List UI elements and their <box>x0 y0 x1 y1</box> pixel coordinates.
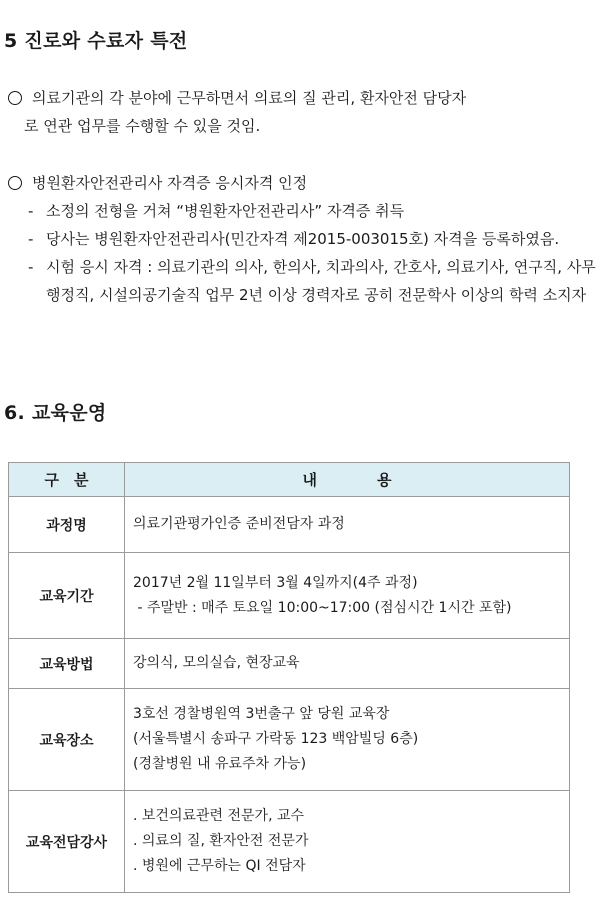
dash-item-text: 소정의 전형을 거쳐 “병원환자안전관리사” 자격증 취득 <box>46 202 405 220</box>
circle-bullet-icon <box>8 176 22 190</box>
circle-bullet-icon <box>8 91 22 105</box>
table-row <box>9 791 570 893</box>
bullet-career-line2: 로 연관 업무를 수행할 수 있을 것임. <box>24 117 261 135</box>
section-6-title: 6. 교육운영 <box>4 402 107 424</box>
table-header-row <box>9 463 570 497</box>
table-row <box>9 553 570 639</box>
row-label: 과정명 <box>9 497 125 553</box>
row-label: 교육전담강사 <box>9 791 125 893</box>
row-label: 교육기간 <box>9 553 125 639</box>
row-label: 교육장소 <box>9 689 125 791</box>
education-table <box>8 462 570 893</box>
dash-item-text: 당사는 병원환자안전관리사(민간자격 제2015-003015호) 자격을 등록하였음. <box>46 230 560 248</box>
row-value: 2017년 2월 11일부터 3월 4일까지(4주 과정) - 주말반 : 매주 토요일 10:00~17:00 (점심시간 1시간 포함) <box>125 553 570 639</box>
row-value: 의료기관평가인증 준비전담자 과정 <box>125 497 570 553</box>
dash-list-item: - 소정의 전형을 거쳐 “병원환자안전관리사” 자격증 취득 <box>8 197 598 225</box>
dash-item-text: 시험 응시 자격 : 의료기관의 의사, 한의사, 치과의사, 간호사, 의료기사, 연구직, 사무행정직, 시설의공기술직 업무 2년 이상 경력자로 공히 전문학사 이상의 학력 소지자 <box>46 258 596 304</box>
dash-list-item: - 당사는 병원환자안전관리사(민간자격 제2015-003015호) 자격을 등록하였음. <box>8 225 598 253</box>
dash-list-item: - 시험 응시 자격 : 의료기관의 의사, 한의사, 치과의사, 간호사, 의료기사, 연구직, 사무행정직, 시설의공기술직 업무 2년 이상 경력자로 공히 전문학사 이상의 학력 소지자 <box>8 253 598 309</box>
row-value: 3호선 경찰병원역 3번출구 앞 당원 교육장 (서울특별시 송파구 가락동 123 백암빌딩 6층) (경찰병원 내 유료주차 가능) <box>125 689 570 791</box>
table-header-category: 구 분 <box>9 463 125 497</box>
row-value: 강의식, 모의실습, 현장교육 <box>125 639 570 689</box>
bullet-certificate-heading: 병원환자안전관리사 자격증 응시자격 인정 <box>32 174 308 192</box>
table-row <box>9 689 570 791</box>
bullet-career-line1: 의료기관의 각 분야에 근무하면서 의료의 질 관리, 환자안전 담당자 <box>32 89 467 107</box>
table-row <box>9 497 570 553</box>
bullet-career <box>8 84 598 140</box>
row-label: 교육방법 <box>9 639 125 689</box>
bullet-certificate <box>8 169 598 309</box>
table-header-content: 내 용 <box>125 463 570 497</box>
row-value: . 보건의료관련 전문가, 교수 . 의료의 질, 환자안전 전문가 . 병원에 근무하는 QI 전담자 <box>125 791 570 893</box>
table-row <box>9 639 570 689</box>
section-5-title: 5 진로와 수료자 특전 <box>4 30 188 52</box>
